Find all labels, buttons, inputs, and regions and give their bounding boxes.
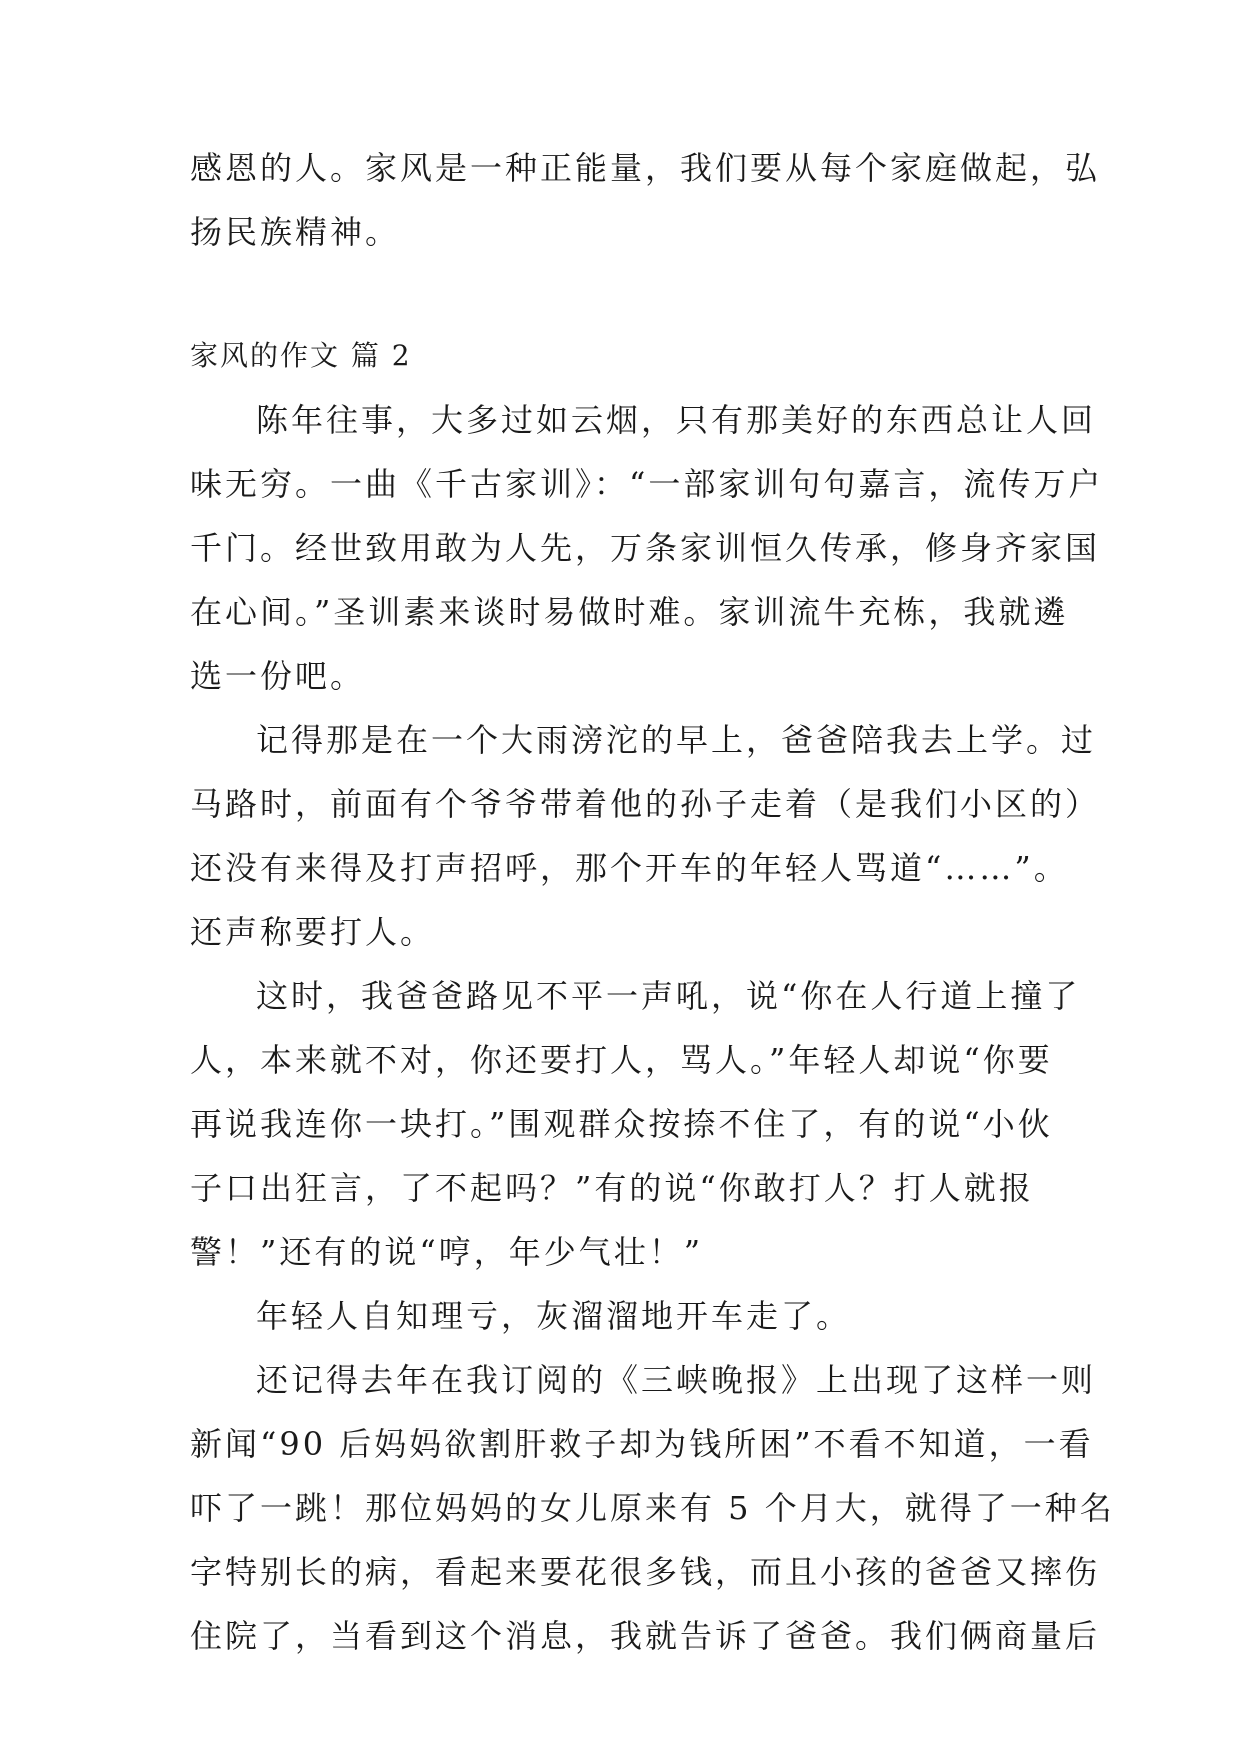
paragraph-line: 选一份吧。 (190, 657, 366, 695)
paragraph-line: 这时，我爸爸路见不平一声吼，说“你在人行道上撞了 (256, 977, 1081, 1015)
paragraph-line: 千门。经世致用敢为人先，万条家训恒久传承，修身齐家国 (190, 529, 1101, 567)
intro-paragraph (190, 136, 1101, 264)
paragraph-line: 还没有来得及打声招呼，那个开车的年轻人骂道“……”。 (190, 849, 1069, 887)
intro-line: 感恩的人。家风是一种正能量，我们要从每个家庭做起，弘 (190, 149, 1101, 187)
paragraph-line: 记得那是在一个大雨滂沱的早上，爸爸陪我去上学。过 (256, 721, 1097, 759)
paragraph-line: 字特别长的病，看起来要花很多钱，而且小孩的爸爸又摔伤 (190, 1553, 1101, 1591)
paragraph-line: 马路时，前面有个爷爷带着他的孙子走着（是我们小区的） (190, 785, 1101, 823)
intro-line: 扬民族精神。 (190, 213, 401, 251)
paragraph-line: 再说我连你一块打。”围观群众按捺不住了，有的说“小伙 (190, 1105, 1053, 1143)
paragraph-3 (190, 964, 1081, 1284)
paragraph-line: 年轻人自知理亏，灰溜溜地开车走了。 (256, 1297, 852, 1335)
paragraph-line: 还记得去年在我订阅的《三峡晚报》上出现了这样一则 (256, 1361, 1097, 1399)
paragraph-line: 住院了，当看到这个消息，我就告诉了爸爸。我们俩商量后 (190, 1617, 1101, 1655)
paragraph-line: 味无穷。一曲《千古家训》：“一部家训句句嘉言，流传万户 (190, 465, 1104, 503)
paragraph-5 (190, 1348, 1115, 1668)
section-heading-block (190, 324, 1060, 388)
paragraph-line: 人，本来就不对，你还要打人，骂人。”年轻人却说“你要 (190, 1041, 1053, 1079)
paragraph-line: 在心间。”圣训素来谈时易做时难。家训流牛充栋，我就遴 (190, 593, 1069, 631)
paragraph-line: 警！”还有的说“哼，年少气壮！” (190, 1233, 704, 1271)
paragraph-line: 子口出狂言，了不起吗？”有的说“你敢打人？打人就报 (190, 1169, 1034, 1207)
paragraph-line: 新闻“90 后妈妈欲割肝救子却为钱所困”不看不知道，一看 (190, 1425, 1094, 1463)
paragraph-line: 吓了一跳！那位妈妈的女儿原来有 5 个月大，就得了一种名 (190, 1489, 1115, 1527)
paragraph-1 (190, 388, 1104, 708)
paragraph-line: 陈年往事，大多过如云烟，只有那美好的东西总让人回 (256, 401, 1097, 439)
paragraph-4 (190, 1284, 1060, 1348)
section-title: 家风的作文 篇 2 (190, 339, 412, 372)
paragraph-2 (190, 708, 1101, 964)
paragraph-line: 还声称要打人。 (190, 913, 436, 951)
